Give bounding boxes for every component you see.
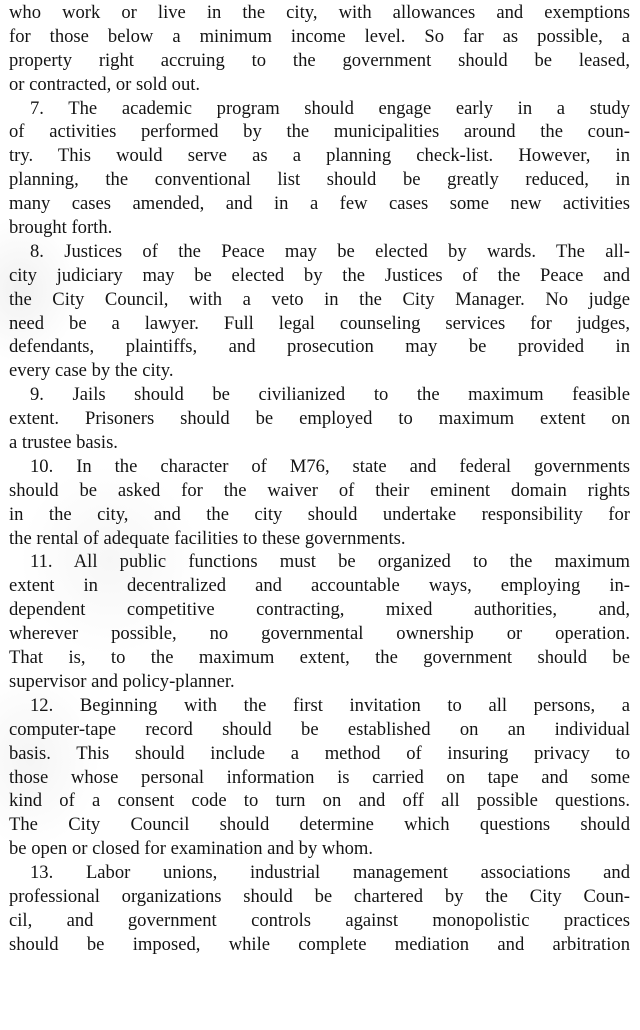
text-line: those whose personal information is carried on tape and some <box>9 766 630 788</box>
text-line: planning, the conventional list should be greatly reduced, in <box>9 169 630 191</box>
text-line: many cases amended, and in a few cases some new activities <box>9 193 630 215</box>
paragraph-item-7 <box>9 97 630 240</box>
text-line: should be imposed, while complete mediation and arbitration <box>9 933 630 955</box>
text-line: who work or live in the city, with allowances and exemptions <box>9 2 630 23</box>
text-line: the rental of adequate facilities to these governments. <box>9 527 406 549</box>
text-line: be open or closed for examination and by whom. <box>9 838 374 860</box>
paragraph-item-13 <box>9 861 630 957</box>
text-line: should be asked for the waiver of their eminent domain rights <box>9 479 630 501</box>
text-line: professional organizations should be chartered by the City Coun- <box>9 885 630 907</box>
paragraph-item-10 <box>9 455 630 551</box>
text-line: extent in decentralized and accountable ways, employing in- <box>9 575 630 597</box>
text-line: kind of a consent code to turn on and off all possible questions. <box>9 790 630 812</box>
text-line: wherever possible, no governmental ownership or operation. <box>9 623 630 645</box>
text-line: 7. The academic program should engage early in a study <box>30 97 630 119</box>
text-line: 10. In the character of M76, state and federal governments <box>30 455 630 477</box>
text-line: try. This would serve as a planning check-list. However, in <box>9 145 630 167</box>
paragraph-item-11 <box>9 550 630 693</box>
text-line: computer-tape record should be established on an individual <box>9 718 630 740</box>
paragraph-item-12 <box>9 694 630 861</box>
paragraph-continuation <box>9 1 630 97</box>
text-line: need be a lawyer. Full legal counseling services for judges, <box>9 312 630 334</box>
text-line: defendants, plaintiffs, and prosecution may be provided in <box>9 336 630 358</box>
text-line: city judiciary may be elected by the Justices of the Peace and <box>9 264 630 286</box>
text-line: or contracted, or sold out. <box>9 73 201 95</box>
text-line: dependent competitive contracting, mixed authorities, and, <box>9 599 630 621</box>
text-line: the City Council, with a veto in the City Manager. No judge <box>9 288 630 310</box>
text-line: 8. Justices of the Peace may be elected by wards. The all- <box>30 240 630 262</box>
text-line: 12. Beginning with the first invitation to all persons, a <box>30 694 630 716</box>
paragraph-item-9 <box>9 383 630 455</box>
text-line: property right accruing to the government should be leased, <box>9 49 630 71</box>
paragraph-item-8 <box>9 240 630 383</box>
text-line: 9. Jails should be civilianized to the maximum feasible <box>30 384 630 406</box>
text-line: in the city, and the city should undertake responsibility for <box>9 503 630 525</box>
text-line: That is, to the maximum extent, the government should be <box>9 647 630 669</box>
text-line: for those below a minimum income level. So far as possible, a <box>9 25 630 47</box>
text-line: every case by the city. <box>9 360 174 382</box>
text-line: a trustee basis. <box>9 432 118 454</box>
text-line: extent. Prisoners should be employed to maximum extent on <box>9 408 630 430</box>
text-line: basis. This should include a method of insuring privacy to <box>9 742 630 764</box>
text-line: of activities performed by the municipalities around the coun- <box>9 121 630 143</box>
text-line: 13. Labor unions, industrial management associations and <box>30 862 630 884</box>
text-line: supervisor and policy-planner. <box>9 670 235 692</box>
text-line: brought forth. <box>9 217 113 239</box>
text-line: 11. All public functions must be organized to the maximum <box>30 551 630 573</box>
text-line: cil, and government controls against monopolistic practices <box>9 909 630 931</box>
document-body <box>9 1 630 957</box>
text-line: The City Council should determine which questions should <box>9 814 630 836</box>
